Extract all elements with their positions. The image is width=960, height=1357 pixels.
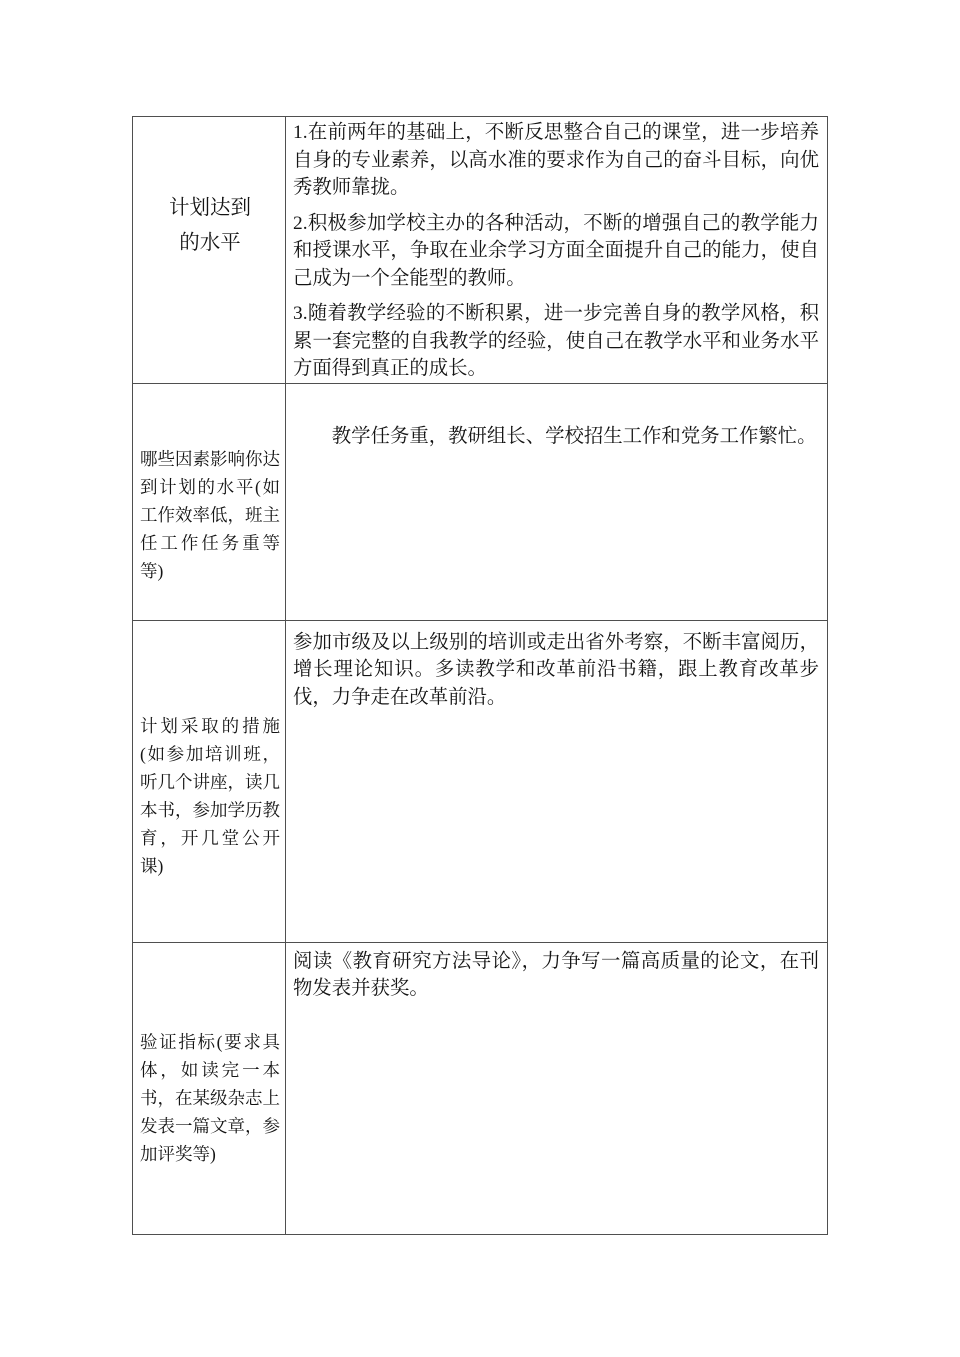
row-label-verification-indicators [133, 942, 286, 1234]
cell-influencing-factors-content [286, 383, 828, 620]
row-label-text: 验证指标(要求具体，如读完一本书，在某级杂志上发表一篇文章，参加评奖等) [140, 1031, 280, 1164]
cell-verification-indicators-content [286, 942, 828, 1234]
paragraph-measures: 参加市级及以上级别的培训或走出省外考察，不断丰富阅历，增长理论知识。多读教学和改革前沿书籍，跟上教育改革步伐，力争走在改革前沿。 [293, 631, 819, 708]
paragraph-goal-3: 3.随着教学经验的不断积累，进一步完善自身的教学风格，积累一套完整的自我教学的经验，使自己在教学水平和业务水平方面得到真正的成长。 [293, 303, 819, 379]
row-label-influencing-factors [133, 383, 286, 620]
row-label-planned-level [133, 117, 286, 384]
cell-planned-measures-content [286, 620, 828, 942]
paragraph-goal-2: 2.积极参加学校主办的各种活动，不断的增强自己的教学能力和授课水平，争取在业余学习方面全面提升自己的能力，使自己成为一个全能型的教师。 [293, 212, 819, 289]
cell-planned-level-content [286, 117, 828, 384]
row-label-text: 哪些因素影响你达到计划的水平(如工作效率低，班主任工作任务重等等) [140, 448, 280, 581]
row-label-text: 计划采取的措施(如参加培训班，听几个讲座，读几本书，参加学历教育，开几堂公开课) [140, 715, 280, 876]
table-row [133, 620, 828, 942]
table-row [133, 383, 828, 620]
development-plan-table [132, 116, 828, 1235]
row-label-line: 的水平 [179, 232, 241, 254]
paragraph-indicators: 阅读《教育研究方法导论》，力争写一篇高质量的论文，在刊物发表并获奖。 [293, 950, 819, 999]
table-row [133, 942, 828, 1234]
row-label-line: 计划达到 [169, 197, 251, 219]
row-label-planned-measures [133, 620, 286, 942]
table-row [133, 117, 828, 384]
paragraph-goal-1: 1.在前两年的基础上，不断反思整合自己的课堂，进一步培养自身的专业素养，以高水准的要求作为自己的奋斗目标，向优秀教师靠拢。 [293, 122, 819, 198]
paragraph-factors: 教学任务重，教研组长、学校招生工作和党务工作繁忙。 [331, 425, 817, 447]
